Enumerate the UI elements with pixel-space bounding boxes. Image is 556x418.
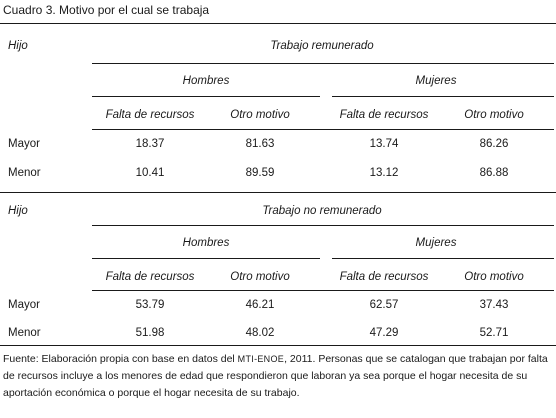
row-label: Mayor [8,138,40,150]
top-rule [0,23,556,24]
row-label: Mayor [8,299,40,311]
table-cell: 10.41 [135,167,165,179]
source-suffix: , 2011. Personas que se catalogan que trabajan por falta de recursos incluye a los menores de edad que respondieron que laboran ya sea porque el hogar necesita de su aportación económica o porque el hogar necesita de su trabajo. [3,353,548,399]
row-label: Menor [8,327,41,339]
row-header-hijo: Hijo [8,40,28,52]
table-cell: 13.74 [369,138,399,150]
group-mujeres: Mujeres [415,75,457,87]
group-mujeres: Mujeres [415,237,457,249]
col-header: Otro motivo [464,109,524,121]
group-rule-mujeres [332,258,554,259]
col-header: Falta de recursos [105,109,195,121]
col-header: Falta de recursos [339,109,429,121]
source-acronym: MTI-ENOE [237,354,285,364]
table-cell: 18.37 [135,138,165,150]
col-header: Otro motivo [464,271,524,283]
col-header-rule [92,129,554,130]
source-note [3,351,554,402]
source-prefix: Fuente: Elaboración propia con base en datos del [3,353,238,365]
col-header-rule [92,290,554,291]
group-rule-mujeres [332,96,554,97]
table-cell: 62.57 [369,299,399,311]
table-cell: 51.98 [135,327,165,339]
group-hombres: Hombres [182,237,230,249]
table-cell: 47.29 [369,327,399,339]
section-heading-no-remunerado: Trabajo no remunerado [262,205,382,217]
bottom-rule [0,345,556,346]
table-cell: 48.02 [245,327,275,339]
group-rule-hombres [92,258,320,259]
table-cell: 86.26 [479,138,509,150]
col-header: Otro motivo [230,271,290,283]
col-header: Otro motivo [230,109,290,121]
table-cell: 37.43 [479,299,509,311]
group-rule-hombres [92,96,320,97]
section-divider [0,192,556,193]
table-cell: 46.21 [245,299,275,311]
table-cell: 89.59 [245,167,275,179]
table-title: Cuadro 3. Motivo por el cual se trabaja [3,3,210,17]
col-header: Falta de recursos [339,271,429,283]
col-header: Falta de recursos [105,271,195,283]
row-label: Menor [8,167,41,179]
group-hombres: Hombres [182,75,230,87]
section-heading-rule [92,225,554,226]
row-header-hijo: Hijo [8,205,28,217]
section-heading-rule [92,63,554,64]
table-cell: 52.71 [479,327,509,339]
table-cell: 13.12 [369,167,399,179]
table-cell: 81.63 [245,138,275,150]
table-cell: 53.79 [135,299,165,311]
table-cell: 86.88 [479,167,509,179]
section-heading-remunerado: Trabajo remunerado [270,40,374,52]
